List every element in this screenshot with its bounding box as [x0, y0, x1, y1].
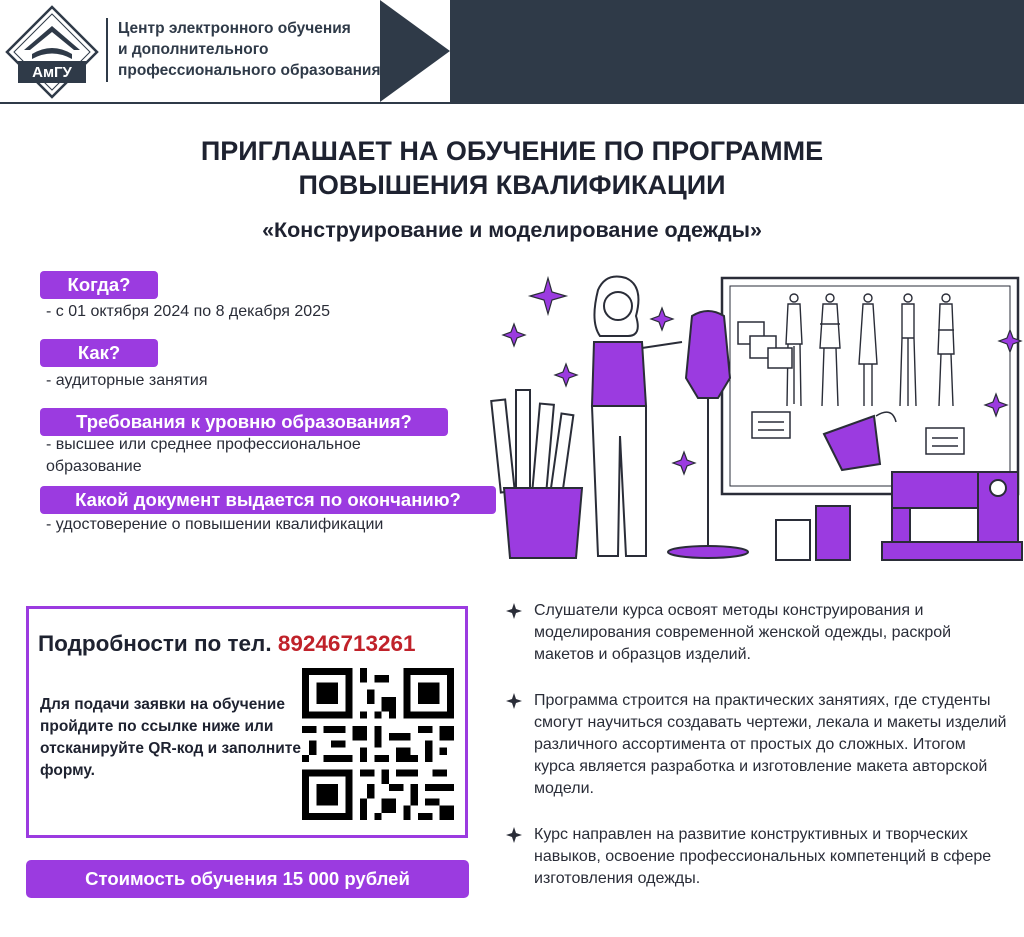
list-item-text: Слушатели курса освоят методы конструирования и моделирования современной женской одежды, раскрой макетов и образцов изделий.: [534, 602, 952, 663]
logo-divider: [106, 18, 108, 82]
list-item: [500, 600, 1010, 666]
diamond-bullet-icon: [506, 827, 522, 843]
org-name-line-3: профессионального образования: [118, 62, 381, 79]
title-line-2: ПОВЫШЕНИЯ КВАЛИФИКАЦИИ: [298, 170, 726, 200]
org-name: [118, 18, 418, 81]
header-divider: [0, 102, 1024, 104]
org-name-line-2: и дополнительного: [118, 41, 269, 58]
price-banner: Стоимость обучения 15 000 рублей: [26, 860, 469, 898]
qr-code-icon[interactable]: [302, 668, 454, 820]
answer-education: - высшее или среднее профессиональное образование: [46, 436, 361, 475]
amgu-logo: [4, 4, 100, 100]
tailoring-illustration: [486, 266, 1024, 566]
fabric-rolls: [491, 390, 582, 558]
answer-document: - удостоверение о повышении квалификации: [46, 516, 384, 533]
list-item: [500, 690, 1010, 800]
org-name-line-1: Центр электронного обучения: [118, 20, 351, 37]
phone-label: Подробности по тел.: [38, 631, 272, 656]
page-title: [60, 134, 964, 202]
label-when: Когда?: [40, 271, 158, 299]
list-item-text: Программа строится на практических занятиях, где студенты смогут научиться создавать чертежи, лекала и макеты изделий различного ассортимента от простых до сложных. Итогом курса является разработка и изготовление макета авторской модели.: [534, 692, 1007, 797]
apply-instructions: Для подачи заявки на обучение пройдите по ссылке ниже или отсканируйте QR-код и заполните форму.: [40, 696, 302, 779]
phone-line: [38, 631, 416, 657]
course-description-list: [500, 600, 1010, 914]
program-name: «Конструирование и моделирование одежды»: [262, 218, 762, 242]
label-document: Какой документ выдается по окончанию?: [40, 486, 496, 514]
diamond-bullet-icon: [506, 603, 522, 619]
answer-when: - с 01 октября 2024 по 8 декабря 2025: [46, 303, 330, 320]
list-item-text: Курс направлен на развитие конструктивных и творческих навыков, освоение профессиональных компетенций в сфере изготовления одежды.: [534, 826, 992, 887]
phone-number[interactable]: 89246713261: [277, 631, 416, 656]
label-how: Как?: [40, 339, 158, 367]
diamond-bullet-icon: [506, 693, 522, 709]
list-item: [500, 824, 1010, 890]
answer-how: - аудиторные занятия: [46, 372, 208, 389]
logo-text: АмГУ: [32, 64, 72, 81]
thread-spools: [776, 506, 850, 560]
sewing-machine: [882, 472, 1022, 560]
header-band: [380, 0, 1024, 102]
bucket: [504, 488, 582, 558]
title-line-1: ПРИГЛАШАЕТ НА ОБУЧЕНИЕ ПО ПРОГРАММЕ: [200, 136, 824, 166]
label-education: Требования к уровню образования?: [40, 408, 448, 436]
